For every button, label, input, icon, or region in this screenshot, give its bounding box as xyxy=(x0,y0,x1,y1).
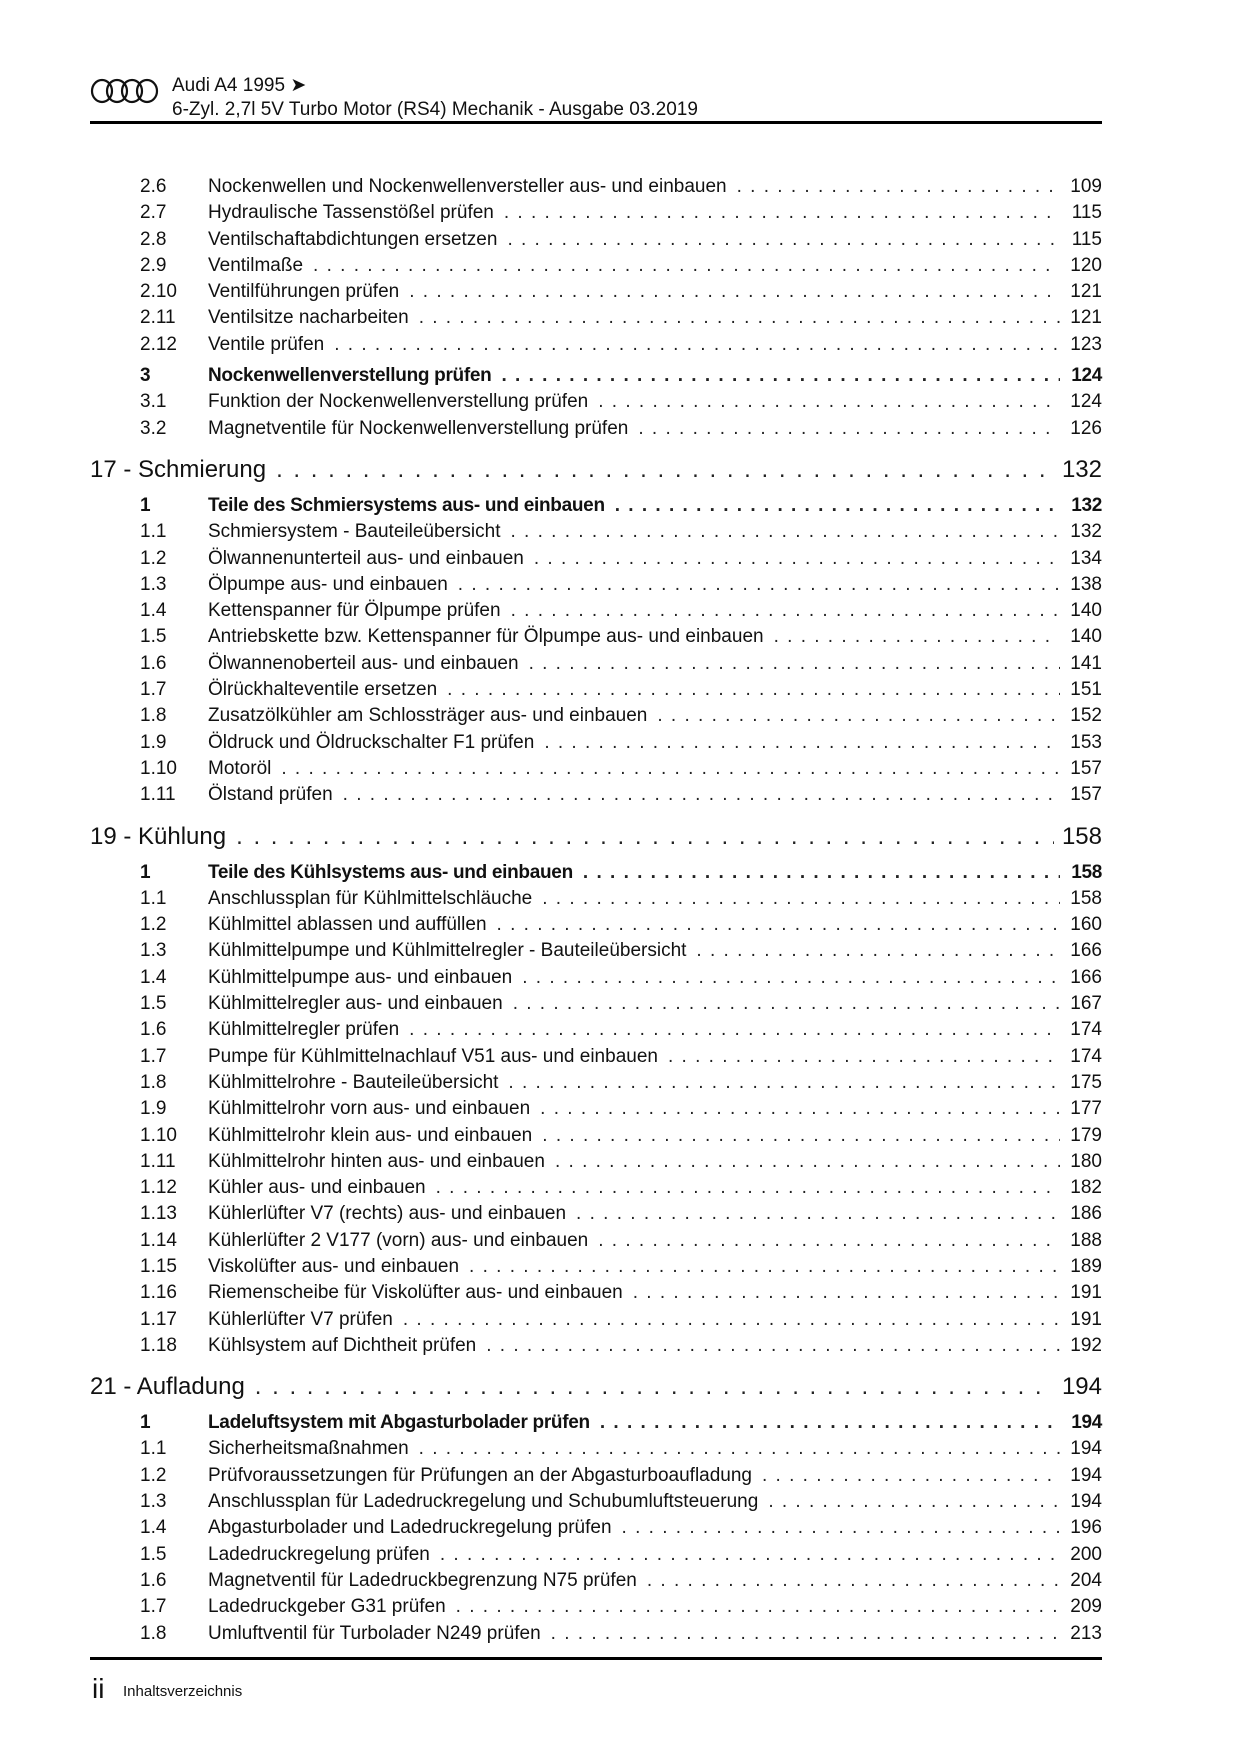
toc-entry-page: 160 xyxy=(1070,914,1102,936)
toc-entry-page: 192 xyxy=(1070,1334,1102,1356)
toc-entry[interactable] xyxy=(90,1438,1102,1464)
toc-entry-page: 158 xyxy=(1061,822,1102,850)
dot-leader xyxy=(409,281,1060,303)
toc-entry-title: Öldruck und Öldruckschalter F1 prüfen xyxy=(208,731,535,753)
toc-entry-number: 2.10 xyxy=(140,281,177,303)
dot-leader xyxy=(551,1623,1060,1645)
toc-entry[interactable] xyxy=(90,1072,1102,1098)
toc-entry-title: Ladedruckregelung prüfen xyxy=(208,1543,430,1565)
dot-leader xyxy=(762,1465,1060,1487)
toc-entry[interactable] xyxy=(90,940,1102,966)
toc-entry[interactable] xyxy=(90,1570,1102,1596)
toc-entry-page: 140 xyxy=(1070,600,1102,622)
toc-entry-title: Kühlmittelregler aus- und einbauen xyxy=(208,993,503,1015)
toc-entry-title: Kühlsystem auf Dichtheit prüfen xyxy=(208,1334,477,1356)
dot-leader xyxy=(508,1072,1060,1094)
dot-leader xyxy=(276,456,1054,484)
toc-entry[interactable] xyxy=(90,888,1102,914)
toc-entry-title: Ventilschaftabdichtungen ersetzen xyxy=(208,228,498,250)
toc-entry-page: 194 xyxy=(1071,1412,1102,1434)
toc-entry-page: 188 xyxy=(1070,1229,1102,1251)
toc-entry-page: 189 xyxy=(1070,1255,1102,1277)
toc-entry-page: 180 xyxy=(1070,1150,1102,1172)
dot-leader xyxy=(513,993,1060,1015)
toc-entry-number: 2.12 xyxy=(140,333,177,355)
toc-entry-page: 167 xyxy=(1070,993,1102,1015)
toc-entry[interactable] xyxy=(90,176,1102,202)
toc-entry-title: Magnetventile für Nockenwellenverstellung prüfen xyxy=(208,417,629,439)
table-of-contents xyxy=(90,176,1102,1649)
toc-entry-title: Teile des Schmiersystems aus- und einbauen xyxy=(208,494,605,516)
toc-entry-page: 194 xyxy=(1070,1464,1102,1486)
toc-entry-title: Nockenwellenverstellung prüfen xyxy=(208,365,492,387)
toc-entry-title: Ölwannenoberteil aus- und einbauen xyxy=(208,652,519,674)
toc-entry[interactable] xyxy=(90,365,1102,391)
toc-entry-title: 19 - Kühlung xyxy=(90,822,227,850)
toc-entry[interactable] xyxy=(90,679,1102,705)
toc-entry[interactable] xyxy=(90,914,1102,940)
toc-entry-number: 1.6 xyxy=(140,652,167,674)
toc-entry-number: 1.5 xyxy=(140,1543,167,1565)
toc-entry-number: 1.9 xyxy=(140,1098,167,1120)
dot-leader xyxy=(343,784,1060,806)
toc-entry-number: 1.6 xyxy=(140,1569,167,1591)
toc-entry[interactable] xyxy=(90,334,1102,360)
toc-entry-number: 1.5 xyxy=(140,626,167,648)
toc-entry-page: 158 xyxy=(1070,887,1102,909)
dot-leader xyxy=(768,1491,1060,1513)
toc-entry-title: Kühlmittelrohr vorn aus- und einbauen xyxy=(208,1098,531,1120)
toc-entry-title: 17 - Schmierung xyxy=(90,455,267,483)
toc-entry-number: 2.11 xyxy=(140,307,176,329)
toc-entry[interactable] xyxy=(90,626,1102,652)
dot-leader xyxy=(583,862,1060,884)
dot-leader xyxy=(511,521,1061,543)
toc-entry-number: 1.2 xyxy=(140,914,167,936)
dot-leader xyxy=(542,888,1060,910)
toc-entry-title: Pumpe für Kühlmittelnachlauf V51 aus- und einbauen xyxy=(208,1045,658,1067)
toc-entry-number: 1.3 xyxy=(140,573,167,595)
toc-entry-title: Ölpumpe aus- und einbauen xyxy=(208,573,448,595)
audi-rings-logo xyxy=(90,78,162,104)
toc-entry-page: 151 xyxy=(1070,679,1102,701)
toc-entry-page: 204 xyxy=(1070,1569,1102,1591)
toc-entry-number: 1.11 xyxy=(140,1150,176,1172)
toc-entry-title: Ventile prüfen xyxy=(208,333,325,355)
toc-entry-number: 1.11 xyxy=(140,784,176,806)
toc-entry[interactable] xyxy=(90,862,1102,888)
dot-leader xyxy=(469,1256,1060,1278)
toc-entry-page: 132 xyxy=(1070,521,1102,543)
toc-entry-title: Ladedruckgeber G31 prüfen xyxy=(208,1596,446,1618)
dot-leader xyxy=(774,626,1060,648)
toc-entry-title: Riemenscheibe für Viskolüfter aus- und einbauen xyxy=(208,1282,623,1304)
toc-entry-page: 157 xyxy=(1070,784,1102,806)
toc-entry-page: 209 xyxy=(1070,1596,1102,1618)
toc-entry-number: 1.13 xyxy=(140,1203,177,1225)
dot-leader xyxy=(696,940,1060,962)
toc-entry-number: 1 xyxy=(140,494,151,516)
dot-leader xyxy=(615,495,1060,517)
dot-leader xyxy=(576,1203,1060,1225)
toc-entry-page: 121 xyxy=(1070,307,1102,329)
toc-entry-page: 166 xyxy=(1070,940,1102,962)
toc-entry-page: 138 xyxy=(1070,573,1102,595)
toc-entry[interactable] xyxy=(90,495,1102,521)
toc-entry[interactable] xyxy=(90,1019,1102,1045)
toc-entry[interactable] xyxy=(90,255,1102,281)
toc-entry[interactable] xyxy=(90,1596,1102,1622)
toc-entry-page: 123 xyxy=(1070,333,1102,355)
toc-entry[interactable] xyxy=(90,600,1102,626)
toc-entry-number: 3.2 xyxy=(140,417,167,439)
toc-entry-page: 191 xyxy=(1070,1308,1102,1330)
toc-entry-number: 2.7 xyxy=(140,202,167,224)
dot-leader xyxy=(647,1570,1060,1592)
dot-leader xyxy=(456,1596,1060,1618)
toc-entry-page: 174 xyxy=(1070,1045,1102,1067)
toc-entry[interactable] xyxy=(90,1151,1102,1177)
toc-entry-page: 200 xyxy=(1070,1543,1102,1565)
toc-entry[interactable] xyxy=(90,1309,1102,1335)
dot-leader xyxy=(598,1230,1060,1252)
toc-entry-title: Kühlerlüfter V7 (rechts) aus- und einbauen xyxy=(208,1203,567,1225)
dot-leader xyxy=(486,1335,1060,1357)
toc-entry-title: Umluftventil für Turbolader N249 prüfen xyxy=(208,1622,541,1644)
toc-entry-number: 1.3 xyxy=(140,1491,167,1513)
toc-entry-title: Anschlussplan für Ladedruckregelung und Schubumluftsteuerung xyxy=(208,1491,759,1513)
dot-leader xyxy=(436,1177,1060,1199)
toc-entry-number: 1.14 xyxy=(140,1229,177,1251)
toc-entry-title: Ventilführungen prüfen xyxy=(208,281,400,303)
toc-entry-page: 134 xyxy=(1070,547,1102,569)
toc-entry-page: 194 xyxy=(1061,1373,1102,1401)
toc-entry-page: 140 xyxy=(1070,626,1102,648)
footer-rule xyxy=(90,1657,1102,1660)
toc-entry[interactable] xyxy=(90,705,1102,731)
toc-entry-number: 1.17 xyxy=(140,1308,177,1330)
footer-page-number: ii xyxy=(92,1673,105,1704)
dot-leader xyxy=(598,391,1060,413)
toc-entry-number: 1.5 xyxy=(140,993,167,1015)
toc-entry-page: 115 xyxy=(1071,202,1102,224)
dot-leader xyxy=(419,307,1060,329)
toc-entry[interactable] xyxy=(90,1491,1102,1517)
toc-entry[interactable] xyxy=(90,281,1102,307)
toc-entry-number: 1.10 xyxy=(140,1124,177,1146)
toc-entry-page: 120 xyxy=(1070,254,1102,276)
dot-leader xyxy=(600,1412,1060,1434)
toc-entry-page: 109 xyxy=(1070,176,1102,197)
dot-leader xyxy=(522,967,1060,989)
header-subtitle: 6-Zyl. 2,7l 5V Turbo Motor (RS4) Mechanik - Ausgabe 03.2019 xyxy=(172,99,698,120)
dot-leader xyxy=(529,653,1060,675)
toc-entry-title: 21 - Aufladung xyxy=(90,1373,245,1401)
toc-entry-number: 1.4 xyxy=(140,600,167,622)
toc-entry-title: Kühlerlüfter 2 V177 (vorn) aus- und einbauen xyxy=(208,1229,589,1251)
toc-entry-page: 126 xyxy=(1070,417,1102,439)
header-rule xyxy=(90,121,1102,124)
toc-entry-page: 179 xyxy=(1070,1124,1102,1146)
toc-entry-title: Anschlussplan für Kühlmittelschläuche xyxy=(208,887,533,909)
toc-entry-title: Ölstand prüfen xyxy=(208,784,333,806)
toc-entry-page: 175 xyxy=(1070,1071,1102,1093)
toc-entry-number: 1.8 xyxy=(140,1622,167,1644)
toc-entry-title: Kühlmittelrohre - Bauteileübersicht xyxy=(208,1071,499,1093)
toc-entry-page: 152 xyxy=(1070,705,1102,727)
toc-entry-number: 1 xyxy=(140,1412,151,1434)
dot-leader xyxy=(458,574,1060,596)
dot-leader xyxy=(657,705,1060,727)
toc-entry[interactable] xyxy=(90,1125,1102,1151)
toc-entry-title: Hydraulische Tassenstößel prüfen xyxy=(208,202,494,224)
toc-entry[interactable] xyxy=(90,1282,1102,1308)
dot-leader xyxy=(403,1309,1060,1331)
toc-entry[interactable] xyxy=(90,574,1102,600)
toc-entry[interactable] xyxy=(90,202,1102,228)
toc-entry[interactable] xyxy=(90,1465,1102,1491)
toc-entry-title: Zusatzölkühler am Schlossträger aus- und einbauen xyxy=(208,705,648,727)
toc-entry-number: 1.10 xyxy=(140,757,177,779)
toc-entry-title: Ölrückhalteventile ersetzen xyxy=(208,679,438,701)
dot-leader xyxy=(534,548,1060,570)
toc-entry-page: 132 xyxy=(1061,455,1102,483)
toc-entry-title: Teile des Kühlsystems aus- und einbauen xyxy=(208,861,573,883)
toc-entry-title: Ölwannenunterteil aus- und einbauen xyxy=(208,547,524,569)
dot-leader xyxy=(507,229,1060,251)
dot-leader xyxy=(440,1544,1060,1566)
toc-entry-page: 213 xyxy=(1070,1622,1102,1644)
toc-entry-number: 1.12 xyxy=(140,1177,177,1199)
toc-entry-number: 1 xyxy=(140,861,151,883)
toc-entry[interactable] xyxy=(90,1046,1102,1072)
toc-entry[interactable] xyxy=(90,1544,1102,1570)
toc-entry[interactable] xyxy=(90,307,1102,333)
toc-entry-title: Funktion der Nockenwellenverstellung prüfen xyxy=(208,391,589,413)
toc-entry-page: 141 xyxy=(1070,652,1102,674)
toc-entry-title: Schmiersystem - Bauteileübersicht xyxy=(208,521,501,543)
dot-leader xyxy=(447,679,1060,701)
toc-entry-number: 1.15 xyxy=(140,1255,177,1277)
toc-entry-title: Kühlmittelrohr klein aus- und einbauen xyxy=(208,1124,533,1146)
toc-entry-title: Kühler aus- und einbauen xyxy=(208,1177,426,1199)
dot-leader xyxy=(540,1098,1060,1120)
toc-chapter-heading[interactable] xyxy=(90,1373,1102,1407)
toc-entry-title: Magnetventil für Ladedruckbegrenzung N75 prüfen xyxy=(208,1569,637,1591)
toc-entry-page: 166 xyxy=(1070,966,1102,988)
dot-leader xyxy=(497,914,1060,936)
toc-entry[interactable] xyxy=(90,1203,1102,1229)
toc-entry-title: Ladeluftsystem mit Abgasturbolader prüfen xyxy=(208,1412,590,1434)
toc-entry-number: 3 xyxy=(140,365,151,387)
toc-entry[interactable] xyxy=(90,758,1102,784)
toc-entry-title: Kettenspanner für Ölpumpe prüfen xyxy=(208,600,501,622)
toc-entry-title: Viskolüfter aus- und einbauen xyxy=(208,1255,460,1277)
toc-entry-page: 115 xyxy=(1071,228,1102,250)
toc-chapter-heading[interactable] xyxy=(90,456,1102,490)
toc-entry[interactable] xyxy=(90,548,1102,574)
toc-entry[interactable] xyxy=(90,521,1102,547)
toc-entry[interactable] xyxy=(90,1098,1102,1124)
toc-entry-title: Kühlmittelpumpe und Kühlmittelregler - Bauteileübersicht xyxy=(208,940,687,962)
dot-leader xyxy=(501,365,1060,387)
toc-entry-title: Sicherheitsmaßnahmen xyxy=(208,1438,409,1460)
toc-entry-number: 1.2 xyxy=(140,547,167,569)
toc-entry-number: 1.7 xyxy=(140,1045,167,1067)
toc-entry[interactable] xyxy=(90,229,1102,255)
toc-entry-page: 157 xyxy=(1070,757,1102,779)
toc-entry-title: Nockenwellen und Nockenwellenversteller aus- und einbauen xyxy=(208,176,727,197)
toc-entry[interactable] xyxy=(90,418,1102,444)
toc-chapter-heading[interactable] xyxy=(90,823,1102,857)
toc-entry-page: 191 xyxy=(1070,1282,1102,1304)
toc-entry-number: 1.9 xyxy=(140,731,167,753)
toc-entry-page: 124 xyxy=(1070,391,1102,413)
toc-entry-page: 177 xyxy=(1070,1098,1102,1120)
toc-entry-number: 2.9 xyxy=(140,254,167,276)
dot-leader xyxy=(638,418,1060,440)
toc-entry-page: 186 xyxy=(1070,1203,1102,1225)
dot-leader xyxy=(255,1373,1054,1401)
dot-leader xyxy=(313,255,1060,277)
dot-leader xyxy=(511,600,1060,622)
dot-leader xyxy=(419,1438,1060,1460)
toc-entry-title: Kühlmittelpumpe aus- und einbauen xyxy=(208,966,513,988)
toc-entry[interactable] xyxy=(90,967,1102,993)
toc-entry-number: 1.8 xyxy=(140,705,167,727)
toc-entry[interactable] xyxy=(90,1177,1102,1203)
dot-leader xyxy=(504,202,1060,224)
toc-entry-title: Kühlmittelregler prüfen xyxy=(208,1019,400,1041)
toc-entry-page: 158 xyxy=(1071,861,1102,883)
toc-entry[interactable] xyxy=(90,1256,1102,1282)
toc-entry-title: Prüfvoraussetzungen für Prüfungen an der Abgasturboaufladung xyxy=(208,1464,752,1486)
toc-entry-number: 1.16 xyxy=(140,1282,177,1304)
dot-leader xyxy=(236,823,1054,851)
toc-entry-number: 1.7 xyxy=(140,679,167,701)
toc-entry-page: 124 xyxy=(1071,365,1102,387)
dot-leader xyxy=(622,1517,1060,1539)
dot-leader xyxy=(542,1125,1060,1147)
dot-leader xyxy=(737,176,1060,198)
toc-entry-number: 1.4 xyxy=(140,1517,167,1539)
toc-entry[interactable] xyxy=(90,993,1102,1019)
toc-entry-title: Antriebskette bzw. Kettenspanner für Ölpumpe aus- und einbauen xyxy=(208,626,764,648)
toc-entry-title: Abgasturbolader und Ladedruckregelung prüfen xyxy=(208,1517,612,1539)
toc-entry-number: 1.3 xyxy=(140,940,167,962)
toc-entry-number: 1.4 xyxy=(140,966,167,988)
footer-section-label: Inhaltsverzeichnis xyxy=(123,1683,243,1700)
toc-entry-number: 2.6 xyxy=(140,176,167,197)
dot-leader xyxy=(334,334,1060,356)
toc-entry-title: Kühlmittel ablassen und auffüllen xyxy=(208,914,487,936)
toc-entry[interactable] xyxy=(90,1517,1102,1543)
dot-leader xyxy=(544,732,1060,754)
toc-entry-page: 194 xyxy=(1070,1491,1102,1513)
dot-leader xyxy=(668,1046,1060,1068)
toc-entry[interactable] xyxy=(90,653,1102,679)
toc-entry[interactable] xyxy=(90,732,1102,758)
toc-entry-page: 153 xyxy=(1070,731,1102,753)
toc-entry-number: 1.2 xyxy=(140,1464,167,1486)
toc-entry-page: 132 xyxy=(1071,494,1102,516)
toc-entry-page: 182 xyxy=(1070,1177,1102,1199)
toc-entry[interactable] xyxy=(90,784,1102,810)
toc-entry[interactable] xyxy=(90,391,1102,417)
toc-entry-number: 1.6 xyxy=(140,1019,167,1041)
dot-leader xyxy=(555,1151,1060,1173)
toc-entry-number: 1.8 xyxy=(140,1071,167,1093)
header-model: Audi A4 1995 ➤ xyxy=(172,75,307,96)
dot-leader xyxy=(633,1282,1060,1304)
toc-entry-page: 194 xyxy=(1070,1438,1102,1460)
toc-entry-page: 196 xyxy=(1070,1517,1102,1539)
toc-entry-number: 1.1 xyxy=(140,887,167,909)
toc-entry-number: 1.1 xyxy=(140,1438,167,1460)
toc-entry-title: Kühlerlüfter V7 prüfen xyxy=(208,1308,393,1330)
toc-entry-number: 2.8 xyxy=(140,228,167,250)
toc-entry-title: Ventilsitze nacharbeiten xyxy=(208,307,409,329)
toc-entry-page: 174 xyxy=(1070,1019,1102,1041)
toc-entry[interactable] xyxy=(90,1412,1102,1438)
toc-entry[interactable] xyxy=(90,1623,1102,1649)
toc-entry[interactable] xyxy=(90,1335,1102,1361)
toc-entry-number: 1.1 xyxy=(140,521,167,543)
toc-entry-number: 1.18 xyxy=(140,1334,177,1356)
toc-entry-page: 121 xyxy=(1070,281,1102,303)
toc-entry-number: 3.1 xyxy=(140,391,167,413)
toc-entry-title: Ventilmaße xyxy=(208,254,304,276)
toc-entry[interactable] xyxy=(90,1230,1102,1256)
dot-leader xyxy=(409,1019,1060,1041)
toc-entry-title: Kühlmittelrohr hinten aus- und einbauen xyxy=(208,1150,545,1172)
dot-leader xyxy=(281,758,1060,780)
toc-entry-number: 1.7 xyxy=(140,1596,167,1618)
toc-entry-title: Motoröl xyxy=(208,757,272,779)
